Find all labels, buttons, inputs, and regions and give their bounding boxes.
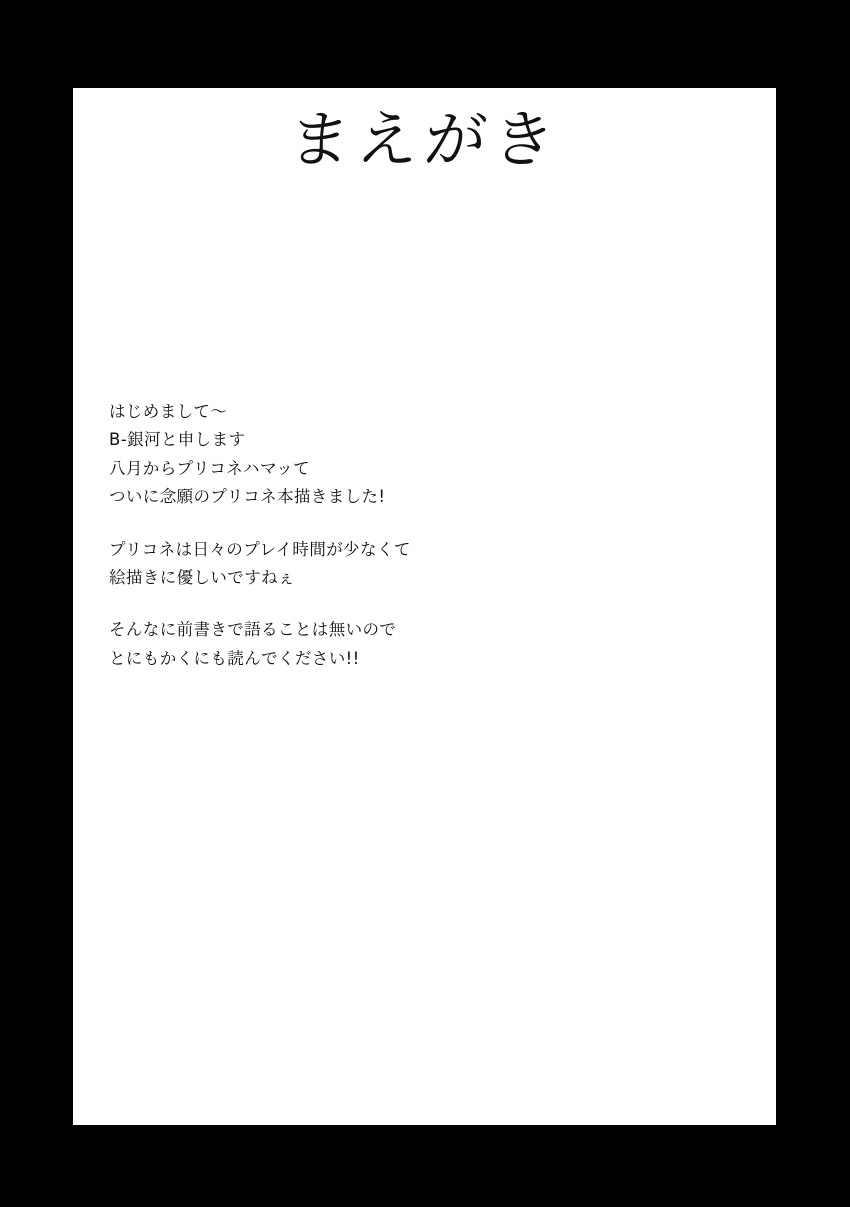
paragraph-closing: [109, 616, 709, 673]
afterword-body: [109, 398, 709, 673]
page-title: まえがき: [285, 103, 564, 176]
text-line: ついに念願のプリコネ本描きました!: [109, 487, 386, 507]
text-line: 八月からプリコネハマッて: [109, 458, 310, 478]
text-line: そんなに前書きで語ることは無いので: [109, 620, 397, 640]
text-line: プリコネは日々のプレイ時間が少なくて: [109, 539, 411, 559]
text-line: B-銀河と申します: [109, 430, 246, 450]
page-sheet: [73, 88, 776, 1125]
paragraph-about-game: [109, 536, 709, 593]
text-line: とにもかくにも読んでください!!: [109, 648, 360, 668]
paragraph-intro: [109, 398, 709, 512]
text-line: はじめまして～: [109, 402, 228, 421]
text-line: 絵描きに優しいですねぇ: [109, 567, 295, 587]
